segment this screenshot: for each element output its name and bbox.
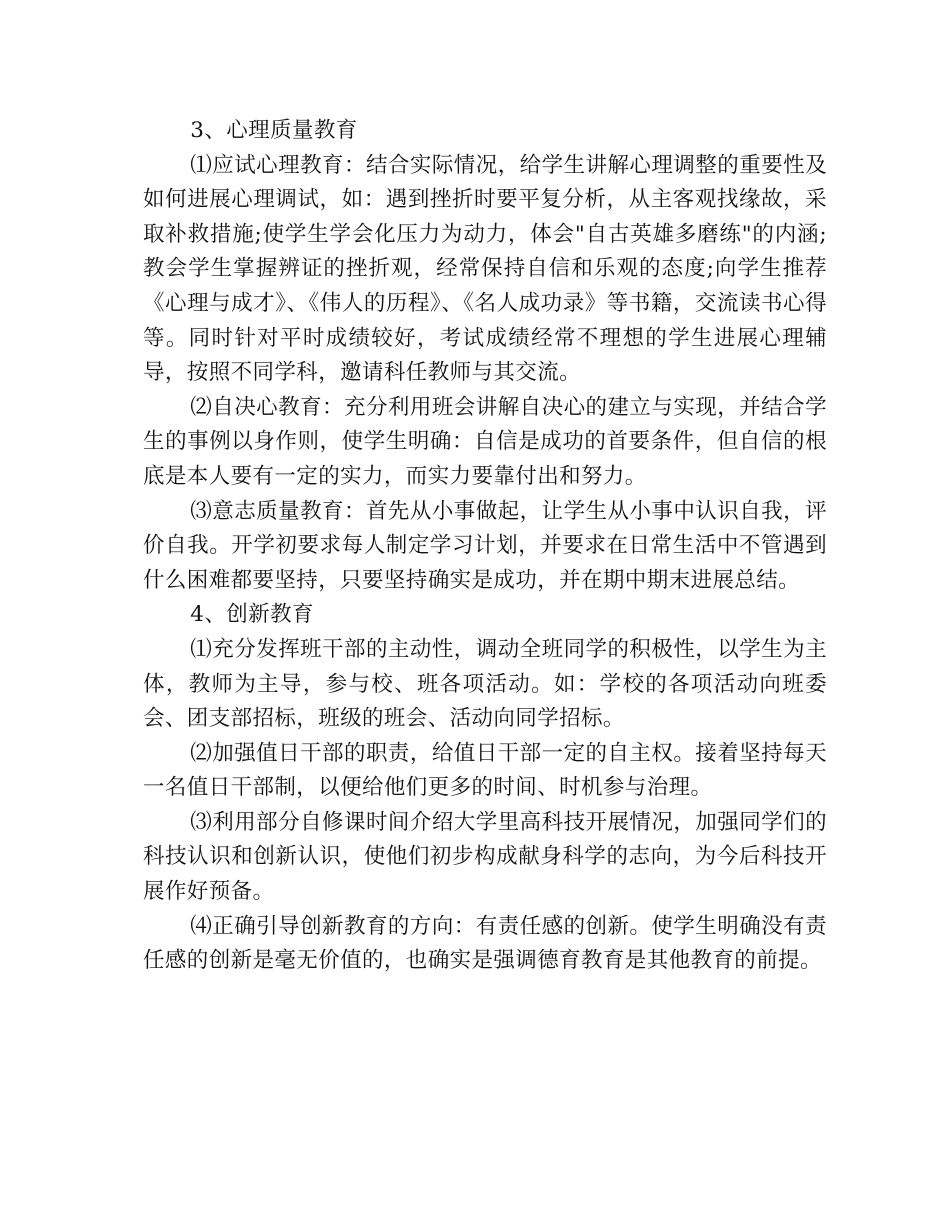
paragraph-duty-cadres: ⑵加强值日干部的职责，给值日干部一定的自主权。接着坚持每天一名值日干部制，以便给他们更多的时间、时机参与治理。 — [143, 740, 827, 801]
paragraph-technology: ⑶利用部分自修课时间介绍大学里高科技开展情况，加强同学们的科技认识和创新认识，使他们初步构成献身科学的志向，为今后科技开展作好预备。 — [143, 809, 827, 905]
paragraph-exam-psychology: ⑴应试心理教育：结合实际情况，给学生讲解心理调整的重要性及如何进展心理调试，如：遇到挫折时要平复分析，从主客观找缘故，采取补救措施;使学生学会化压力为动力，体会"自古英雄多磨练"的内涵;教会学生掌握辨证的挫折观，经常保持自信和乐观的态度;向学生推荐《心理与成才》、《伟人的历程》、《名人成功录》等书籍，交流读书心得等。同时针对平时成绩较好，考试成绩经常不理想的学生进展心理辅导，按照不同学科，邀请科任教师与其交流。 — [143, 152, 827, 386]
paragraph-innovation-direction: ⑷正确引导创新教育的方向：有责任感的创新。使学生明确没有责任感的创新是毫无价值的，也确实是强调德育教育是其他教育的前提。 — [143, 913, 827, 974]
section-heading-psychology: 3、心理质量教育 — [190, 118, 358, 143]
paragraph-willpower: ⑶意志质量教育：首先从小事做起，让学生从小事中认识自我，评价自我。开学初要求每人制定学习计划，并要求在日常生活中不管遇到什么困难都要坚持，只要坚持确实是成功，并在期中期末进展总结。 — [143, 498, 827, 593]
document-page — [143, 114, 827, 979]
paragraph-class-cadres: ⑴充分发挥班干部的主动性，调动全班同学的积极性，以学生为主体，教师为主导，参与校、班各项活动。如：学校的各项活动向班委会、团支部招标，班级的班会、活动向同学招标。 — [143, 636, 827, 732]
paragraph-self-confidence: ⑵自决心教育：充分利用班会讲解自决心的建立与实现，并结合学生的事例以身作则，使学生明确：自信是成功的首要条件，但自信的根底是本人要有一定的实力，而实力要靠付出和努力。 — [143, 394, 827, 489]
section-heading-innovation: 4、创新教育 — [190, 602, 314, 628]
